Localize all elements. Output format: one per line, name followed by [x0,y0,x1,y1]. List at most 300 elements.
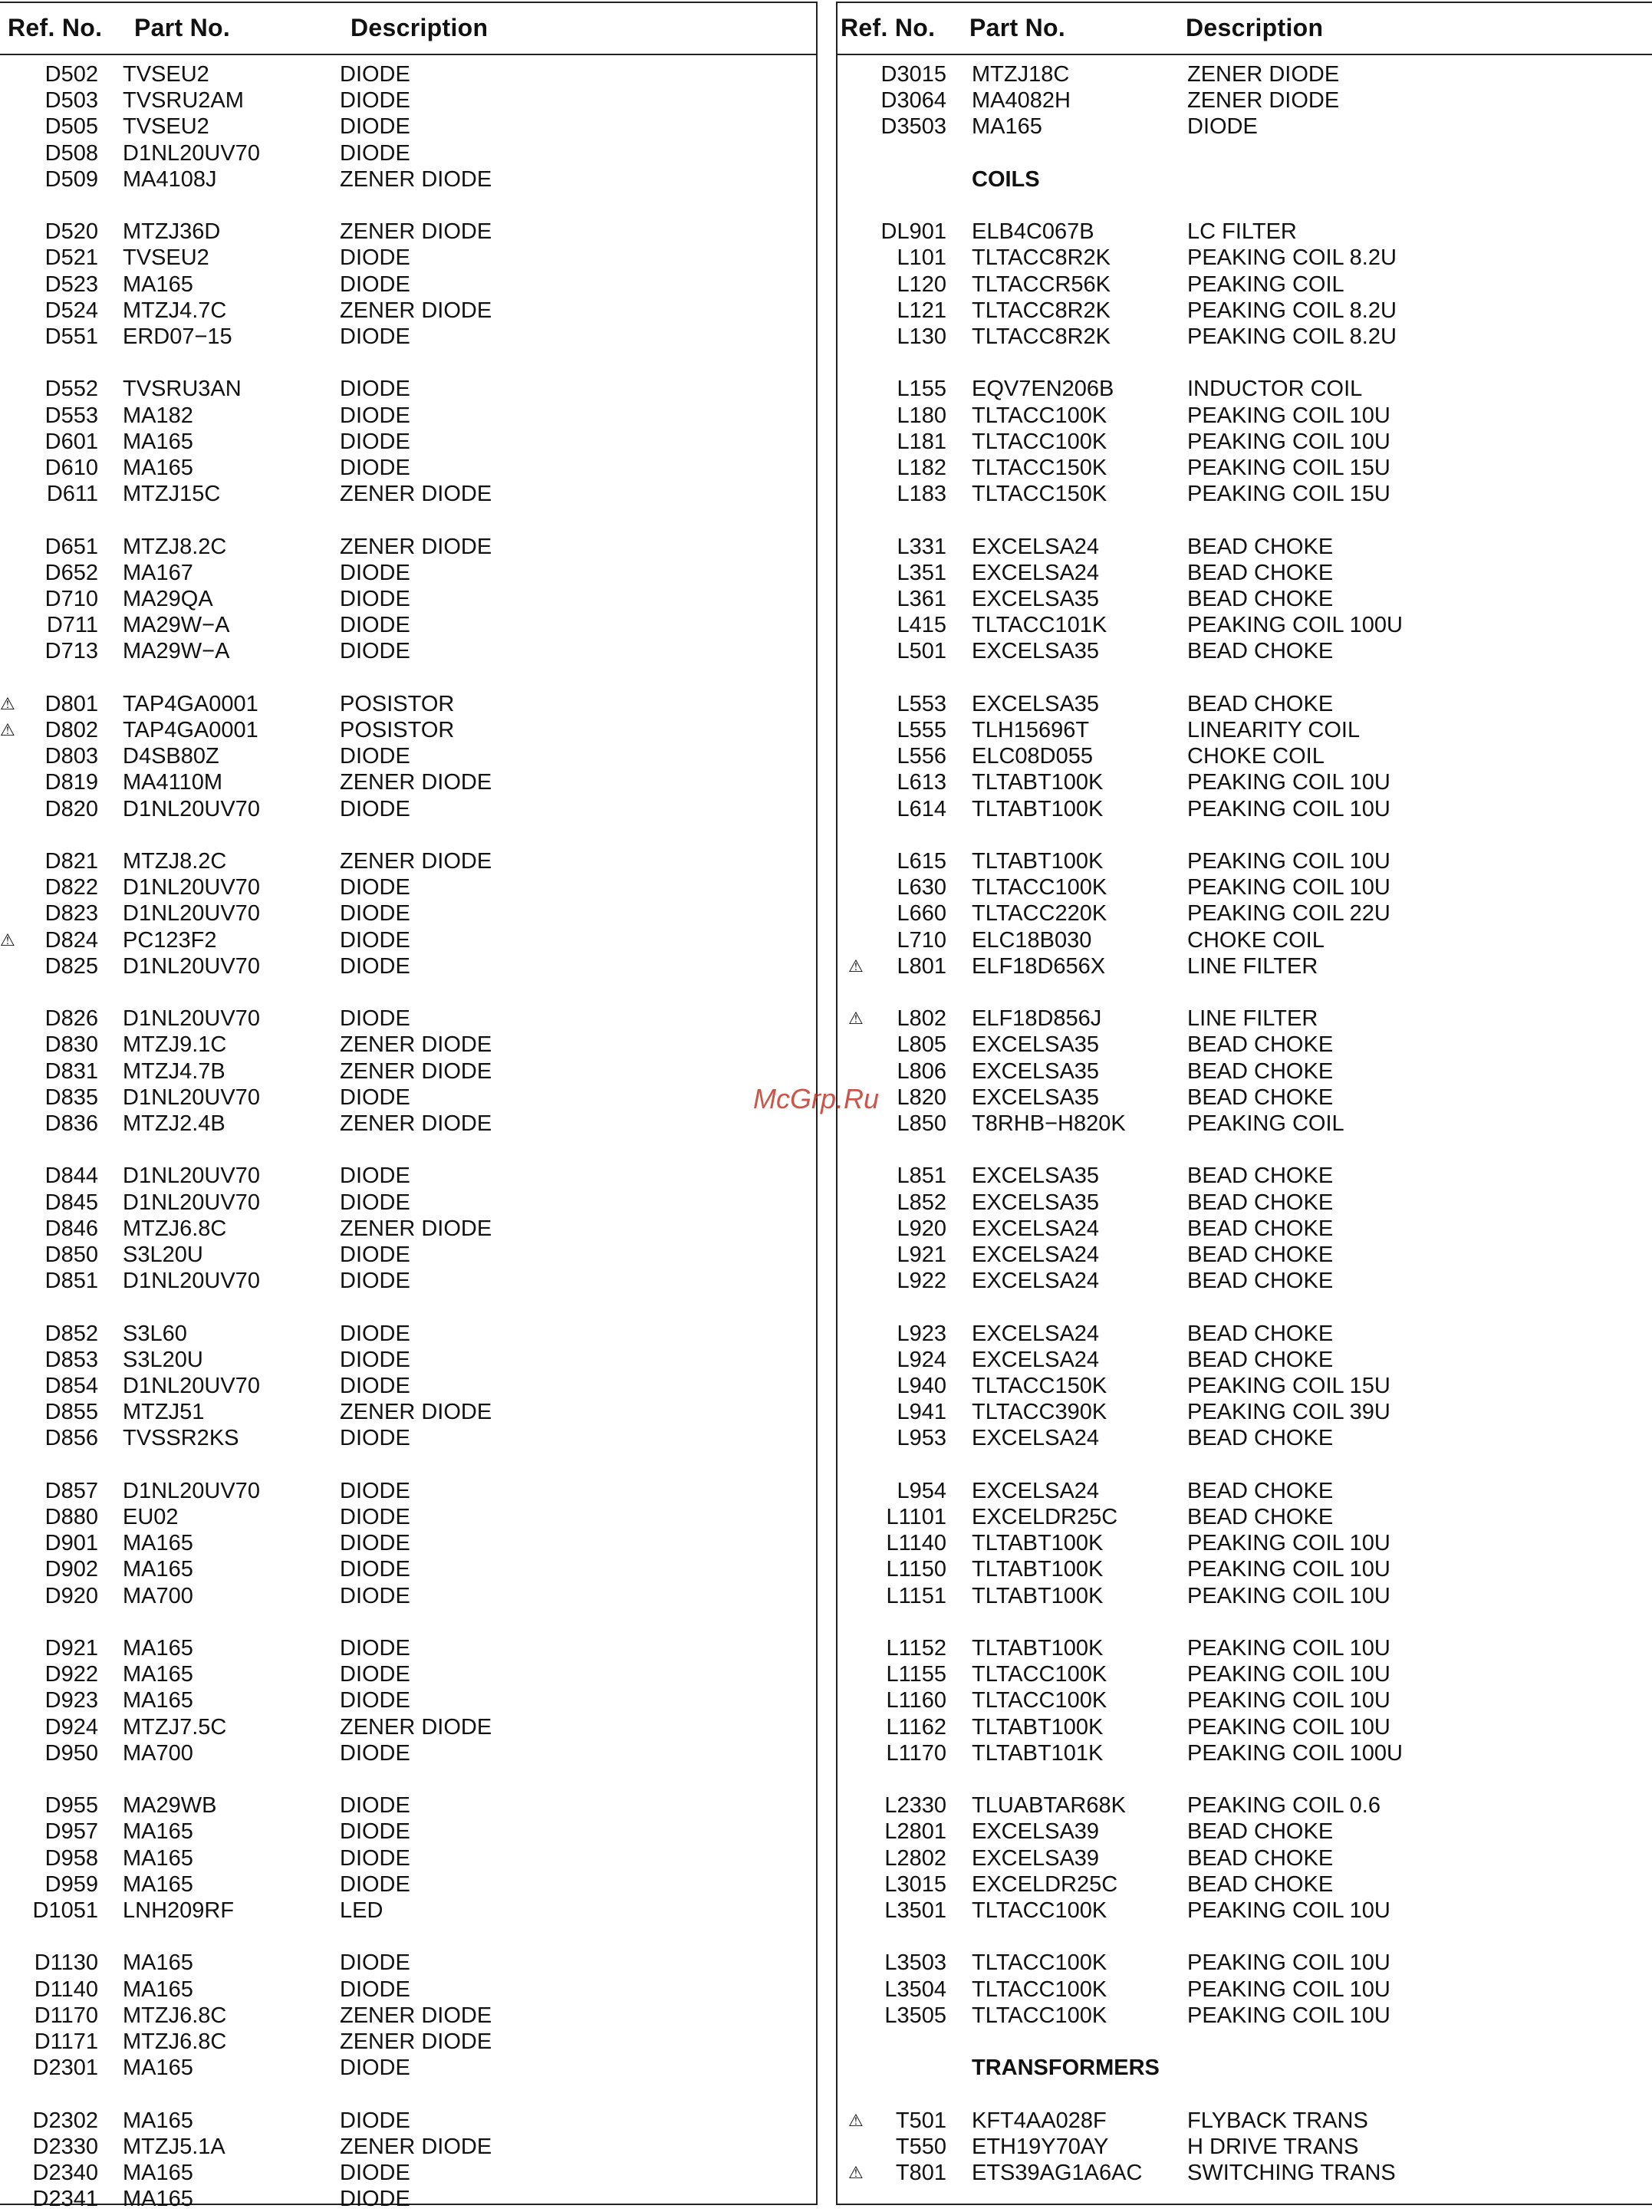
ref-no-cell: L941 [897,1400,946,1425]
part-no-cell: TLTACC100K [972,1977,1107,2002]
table-row [0,1635,816,1661]
description-cell: DIODE [340,272,410,297]
table-row [0,429,816,455]
ref-no-cell: D955 [44,1793,98,1819]
table-row [838,1006,1652,1032]
table-row [838,1111,1652,1137]
table-row [838,1792,1652,1819]
part-no-cell: MA165 [123,1557,193,1582]
part-no-cell: D1NL20UV70 [123,1269,260,1294]
part-no-cell: MA4108J [123,166,217,192]
description-cell: ZENER DIODE [340,1714,492,1740]
description-cell: PEAKING COIL [1187,1111,1344,1136]
table-row [838,1478,1652,1504]
part-no-cell: EXCELSA35 [972,639,1100,664]
part-no-cell: MA165 [123,1531,193,1556]
ref-no-cell: D2341 [32,2187,98,2212]
part-no-cell: TVSEU2 [123,114,209,140]
table-row [0,1950,816,1976]
ref-no-cell: D856 [44,1426,98,1451]
table-row [0,2003,816,2029]
ref-no-cell: L182 [897,456,946,480]
table-row [0,1032,816,1058]
ref-no-cell: D821 [44,849,98,874]
table-row [0,2108,816,2134]
part-no-cell: D1NL20UV70 [123,953,260,979]
ref-no-cell: L180 [897,403,946,428]
part-no-cell: TLTACC8R2K [972,245,1111,271]
table-row [838,796,1652,822]
table-row [0,1556,816,1582]
description-cell: PEAKING COIL 0.6 [1187,1793,1381,1819]
ref-no-cell: L615 [897,849,946,874]
description-cell: PEAKING COIL 10U [1187,1688,1390,1713]
table-row [0,638,816,664]
ref-no-cell: L501 [897,639,946,664]
description-cell: DIODE [340,245,410,271]
table-row [0,1216,816,1242]
part-no-cell: TLTABT100K [972,1531,1104,1556]
safety-warning-icon: ⚠ [0,693,15,713]
part-no-cell: EU02 [123,1505,179,1529]
part-no-cell: MTZJ6.8C [123,2029,227,2054]
part-no-cell: PC123F2 [123,927,217,953]
description-cell: BEAD CHOKE [1187,534,1334,559]
ref-no-cell: L820 [897,1085,946,1110]
ref-no-cell: L3504 [884,1977,946,2002]
ref-no-cell: L923 [897,1321,946,1346]
ref-no-cell: D822 [44,875,98,900]
description-cell: BEAD CHOKE [1187,1505,1334,1529]
description-cell: BEAD CHOKE [1187,1269,1334,1294]
part-no-cell: MA29W−A [123,613,230,638]
description-cell: PEAKING COIL 15U [1187,456,1390,480]
description-cell: ZENER DIODE [340,1216,492,1241]
ref-no-cell: D846 [44,1216,98,1241]
ref-no-cell: D922 [44,1662,98,1687]
description-cell: PEAKING COIL 10U [1187,875,1390,900]
description-cell: ZENER DIODE [340,1058,492,1084]
ref-no-cell: D921 [44,1636,98,1661]
part-no-cell: TLTACC390K [972,1400,1107,1425]
description-cell: DIODE [340,953,410,979]
header-part-no: Part No. [969,14,1066,41]
description-cell: DIODE [340,88,410,114]
ref-no-cell: D2302 [32,2108,98,2133]
description-cell: ZENER DIODE [340,2134,492,2159]
ref-no-cell: D902 [44,1557,98,1582]
description-cell: PEAKING COIL 15U [1187,1374,1390,1398]
ref-no-cell: L361 [897,587,946,611]
part-no-cell: EXCELSA24 [972,1269,1100,1294]
ref-no-cell: L331 [897,534,946,559]
part-no-cell: EXCELSA24 [972,1478,1100,1503]
description-cell: DIODE [340,1871,410,1897]
description-cell: DIODE [340,1688,410,1713]
part-no-cell: ETS39AG1A6AC [972,2161,1143,2185]
table-row [0,1504,816,1530]
description-cell: DIODE [340,1190,410,1215]
table-row [838,1977,1652,2003]
description-cell: PEAKING COIL 100U [1187,1740,1403,1766]
table-row [838,1950,1652,1976]
part-no-cell: MA29WB [123,1793,217,1819]
table-row [838,1556,1652,1582]
table-row [838,455,1652,481]
part-no-cell: D1NL20UV70 [123,875,260,900]
part-no-cell: ELC18B030 [972,927,1092,953]
part-no-cell: EXCELSA35 [972,691,1100,716]
description-cell: DIODE [340,744,410,769]
part-no-cell: TLTACC100K [972,429,1107,454]
table-row [0,1347,816,1373]
part-no-cell: MTZJ9.1C [123,1032,227,1058]
table-row [0,1819,816,1845]
part-no-cell: TLTABT100K [972,1636,1104,1661]
table-row [838,2003,1652,2029]
description-cell: DIODE [340,1347,410,1372]
ref-no-cell: D509 [44,166,98,192]
part-no-cell: TLTACC100K [972,1950,1107,1976]
description-cell: DIODE [340,587,410,611]
table-row [0,1163,816,1189]
part-no-cell: S3L20U [123,1243,203,1267]
part-no-cell: MA29QA [123,587,213,611]
ref-no-cell: T801 [895,2161,946,2185]
ref-no-cell: D920 [44,1583,98,1608]
part-no-cell: MTZJ7.5C [123,1714,227,1740]
safety-warning-icon: ⚠ [0,930,15,950]
ref-no-cell: D880 [44,1505,98,1529]
section-title: TRANSFORMERS [972,2056,1160,2081]
table-row [0,481,816,507]
part-no-cell: MTZJ36D [123,219,221,245]
ref-no-cell: D505 [44,114,98,140]
description-cell: ZENER DIODE [340,1400,492,1425]
description-cell: DIODE [340,429,410,454]
table-row [0,1661,816,1687]
ref-no-cell: L1170 [886,1740,946,1766]
part-no-cell: TLUABTAR68K [972,1793,1126,1819]
table-row [838,403,1652,429]
ref-no-cell: D844 [44,1164,98,1189]
ref-no-cell: D825 [44,953,98,979]
part-no-cell: MTZJ4.7B [123,1058,225,1084]
table-row [0,2186,816,2212]
ref-no-cell: D503 [44,88,98,114]
table-row [838,1871,1652,1898]
description-cell: CHOKE COIL [1187,744,1325,769]
table-row [0,900,816,927]
ref-no-cell: D652 [44,560,98,585]
section-heading [838,166,1652,193]
description-cell: LINE FILTER [1187,1006,1318,1032]
table-row [0,403,816,429]
table-row [0,1058,816,1085]
table-row [838,1242,1652,1268]
ref-no-cell: D521 [44,245,98,271]
part-no-cell: MA165 [972,114,1042,140]
header-description: Description [1186,14,1324,41]
part-no-cell: EXCELSA24 [972,1243,1100,1267]
part-no-cell: MA165 [123,1950,193,1976]
ref-no-cell: L101 [897,245,946,271]
table-row [0,114,816,140]
ref-no-cell: D1171 [34,2029,98,2054]
parts-table-left [0,2,818,2212]
ref-no-cell: L181 [897,429,946,454]
part-no-cell: S3L20U [123,1347,203,1372]
ref-no-cell: L1152 [886,1636,946,1661]
header-description: Description [350,14,489,41]
part-no-cell: TLTACC101K [972,613,1107,638]
ref-no-cell: D901 [44,1531,98,1556]
ref-no-cell: L614 [897,796,946,821]
table-row [838,1032,1652,1058]
description-cell: PEAKING COIL 39U [1187,1400,1390,1425]
ref-no-cell: L183 [897,482,946,507]
description-cell: PEAKING COIL 10U [1187,849,1390,874]
description-cell: PEAKING COIL [1187,272,1344,297]
table-row [0,1478,816,1504]
ref-no-cell: L553 [897,691,946,716]
ref-no-cell: L660 [897,901,946,927]
description-cell: POSISTOR [340,691,455,716]
part-no-cell: EQV7EN206B [972,377,1114,402]
description-cell: H DRIVE TRANS [1187,2134,1359,2159]
description-cell: BEAD CHOKE [1187,1819,1334,1845]
ref-no-cell: D857 [44,1478,98,1503]
ref-no-cell: D803 [44,744,98,769]
part-no-cell: MA165 [123,1871,193,1897]
table-row [0,1399,816,1425]
table-row [838,1819,1652,1845]
ref-no-cell: D710 [44,587,98,611]
ref-no-cell: D845 [44,1190,98,1215]
part-no-cell: EXCELDR25C [972,1871,1118,1897]
description-cell: PEAKING COIL 100U [1187,613,1403,638]
ref-no-cell: D823 [44,901,98,927]
ref-no-cell: L3503 [884,1950,946,1976]
description-cell: DIODE [340,1557,410,1582]
part-no-cell: D1NL20UV70 [123,1190,260,1215]
part-no-cell: EXCELSA35 [972,1085,1100,1110]
table-row [0,796,816,822]
part-no-cell: TLH15696T [972,718,1090,742]
part-no-cell: TAP4GA0001 [123,718,258,742]
description-cell: PEAKING COIL 10U [1187,1898,1390,1923]
ref-no-cell: L3015 [884,1871,946,1897]
description-cell: PEAKING COIL 10U [1187,2003,1390,2028]
table-row [0,874,816,900]
part-no-cell: EXCELSA35 [972,1164,1100,1189]
description-cell: BEAD CHOKE [1187,639,1334,664]
ref-no-cell: L940 [897,1374,946,1398]
part-no-cell: D1NL20UV70 [123,1164,260,1189]
part-no-cell: TLTACC8R2K [972,324,1111,349]
table-row [838,298,1652,324]
part-no-cell: TAP4GA0001 [123,691,258,716]
description-cell: DIODE [340,140,410,166]
part-no-cell: ELF18D856J [972,1006,1102,1032]
part-no-cell: EXCELSA24 [972,1426,1100,1451]
ref-no-cell: L851 [897,1164,946,1189]
description-cell: ZENER DIODE [1187,88,1340,114]
table-row [0,1006,816,1032]
part-no-cell: MA4082H [972,88,1071,114]
part-no-cell: TLTACC150K [972,456,1107,480]
table-row [838,691,1652,717]
part-no-cell: EXCELSA24 [972,534,1100,559]
part-no-cell: EXCELSA24 [972,1321,1100,1346]
part-no-cell: TLTACC100K [972,1898,1107,1923]
table-row [838,1740,1652,1766]
description-cell: DIODE [340,1845,410,1871]
description-cell: CHOKE COIL [1187,927,1325,953]
description-cell: BEAD CHOKE [1187,1321,1334,1346]
description-cell: BEAD CHOKE [1187,1347,1334,1372]
table-row [0,927,816,953]
table-row [0,534,816,560]
description-cell: BEAD CHOKE [1187,1058,1334,1084]
description-cell: ZENER DIODE [1187,62,1340,87]
ref-no-cell: L2330 [884,1793,946,1819]
header-ref-no: Ref. No. [8,14,103,41]
table-row [0,953,816,979]
part-no-cell: MTZJ6.8C [123,2003,227,2028]
ref-no-cell: D1130 [34,1950,98,1976]
description-cell: DIODE [340,560,410,585]
ref-no-cell: L555 [897,718,946,742]
ref-no-cell: D830 [44,1032,98,1058]
description-cell: PEAKING COIL 10U [1187,403,1390,428]
description-cell: LC FILTER [1187,219,1297,245]
table-row [838,2160,1652,2186]
part-no-cell: MA165 [123,1845,193,1871]
description-cell: ZENER DIODE [340,770,492,795]
table-row [838,1163,1652,1189]
table-row [838,848,1652,874]
description-cell: PEAKING COIL 10U [1187,796,1390,821]
table-row [0,1792,816,1819]
description-cell: BEAD CHOKE [1187,587,1334,611]
ref-no-cell: D819 [44,770,98,795]
table-row [838,1399,1652,1425]
table-row [838,2134,1652,2160]
description-cell: ZENER DIODE [340,2003,492,2028]
table-row [0,2160,816,2186]
part-no-cell: EXCELSA35 [972,1190,1100,1215]
description-cell: DIODE [340,1977,410,2002]
table-row [0,1871,816,1898]
table-row [0,87,816,114]
description-cell: ZENER DIODE [340,2029,492,2054]
ref-no-cell: D959 [44,1871,98,1897]
table-row [838,717,1652,743]
description-cell: DIODE [340,1478,410,1503]
safety-warning-icon: ⚠ [848,1009,864,1029]
ref-no-cell: L3501 [884,1898,946,1923]
description-cell: DIODE [340,1740,410,1766]
part-no-cell: ELF18D656X [972,953,1106,979]
ref-no-cell: D713 [44,639,98,664]
part-no-cell: MA182 [123,403,193,428]
description-cell: DIODE [340,1269,410,1294]
part-no-cell: EXCELSA35 [972,1032,1100,1058]
part-no-cell: ELC08D055 [972,744,1093,769]
part-no-cell: D1NL20UV70 [123,1085,260,1110]
description-cell: SWITCHING TRANS [1187,2161,1396,2185]
ref-no-cell: L710 [897,927,946,953]
ref-no-cell: D553 [44,403,98,428]
description-cell: ZENER DIODE [340,534,492,559]
part-no-cell: TLTACC100K [972,403,1107,428]
table-row [838,376,1652,402]
description-cell: DIODE [340,2161,410,2185]
description-cell: DIODE [340,1243,410,1267]
safety-warning-icon: ⚠ [0,720,15,739]
table-row [0,376,816,402]
part-no-cell: MTZJ51 [123,1400,205,1425]
part-no-cell: TLTACCR56K [972,272,1111,297]
ref-no-cell: T550 [895,2134,946,2159]
table-row [0,612,816,638]
part-no-cell: MTZJ18C [972,62,1070,87]
part-no-cell: TLTACC100K [972,2003,1107,2028]
ref-no-cell: D801 [44,691,98,716]
table-row [0,1583,816,1609]
table-row [0,743,816,769]
part-no-cell: MA165 [123,429,193,454]
table-row [838,560,1652,586]
part-no-cell: MTZJ8.2C [123,534,227,559]
part-no-cell: TLTACC100K [972,1662,1107,1687]
table-row [0,1977,816,2003]
ref-no-cell: D851 [44,1269,98,1294]
ref-no-cell: D551 [44,324,98,349]
ref-no-cell: L1101 [886,1505,946,1529]
description-cell: BEAD CHOKE [1187,1032,1334,1058]
ref-no-cell: L613 [897,770,946,795]
part-no-cell: MA165 [123,2108,193,2133]
part-no-cell: TLTACC100K [972,1688,1107,1713]
ref-no-cell: L806 [897,1058,946,1084]
ref-no-cell: D820 [44,796,98,821]
table-row [838,1661,1652,1687]
part-no-cell: TLTABT100K [972,770,1104,795]
table-row [838,114,1652,140]
table-row [0,1530,816,1556]
description-cell: BEAD CHOKE [1187,1190,1334,1215]
parts-table-right [836,2,1652,2205]
part-no-cell: TVSEU2 [123,62,209,87]
description-cell: PEAKING COIL 10U [1187,1583,1390,1608]
ref-no-cell: D508 [44,140,98,166]
header-part-no: Part No. [134,14,231,41]
description-cell: DIODE [340,901,410,927]
part-no-cell: D1NL20UV70 [123,901,260,927]
table-row [0,1111,816,1137]
description-cell: PEAKING COIL 8.2U [1187,324,1397,349]
part-no-cell: EXCELSA39 [972,1819,1100,1845]
part-no-cell: TLTABT100K [972,1557,1104,1582]
ref-no-cell: D3064 [880,88,946,114]
table-header [0,3,816,55]
part-no-cell: MTZJ6.8C [123,1216,227,1241]
table-row [838,586,1652,612]
part-no-cell: ETH19Y70AY [972,2134,1109,2159]
ref-no-cell: D924 [44,1714,98,1740]
